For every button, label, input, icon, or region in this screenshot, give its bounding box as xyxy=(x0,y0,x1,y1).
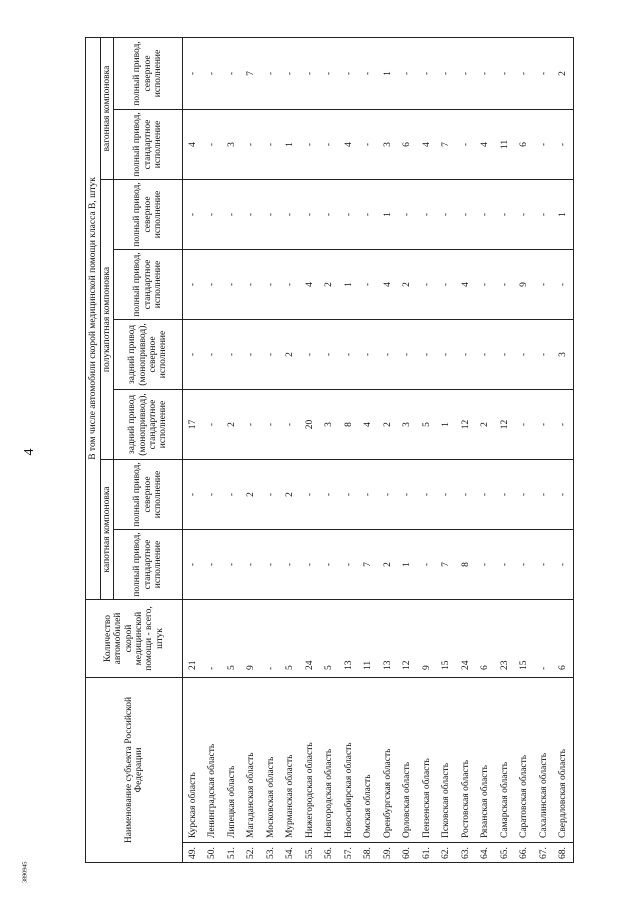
value-cell: 6 xyxy=(515,109,535,179)
value-cell: 8 xyxy=(456,529,476,599)
value-cell: - xyxy=(359,109,379,179)
value-cell: - xyxy=(515,529,535,599)
value-cell: 3 xyxy=(554,319,574,389)
table-row xyxy=(242,37,262,862)
value-cell: 1 xyxy=(378,37,398,109)
document-id: 3890945 xyxy=(21,861,29,883)
value-cell: 7 xyxy=(242,37,262,109)
value-cell: - xyxy=(476,37,496,109)
table-row xyxy=(300,37,320,862)
value-cell: - xyxy=(495,179,515,249)
value-cell: - xyxy=(320,179,340,249)
value-cell: - xyxy=(417,179,437,249)
table-row xyxy=(183,37,203,862)
value-cell: - xyxy=(495,529,515,599)
value-cell: - xyxy=(242,179,262,249)
value-cell: - xyxy=(398,459,418,529)
value-cell: - xyxy=(417,37,437,109)
table-row xyxy=(515,37,535,862)
total-cell: 11 xyxy=(359,599,379,677)
value-cell: - xyxy=(495,319,515,389)
value-cell: - xyxy=(359,179,379,249)
value-cell: - xyxy=(222,319,242,389)
header-subject-name: Наименование субъекта Российской Федерации xyxy=(86,677,183,862)
region-name: Орловская область xyxy=(398,677,418,842)
row-number: 67. xyxy=(534,843,554,863)
region-name: Московская область xyxy=(261,677,281,842)
region-name: Нижегородская область xyxy=(300,677,320,842)
page-number: 4 xyxy=(22,448,37,456)
value-cell: - xyxy=(320,529,340,599)
region-name: Псковская область xyxy=(437,677,457,842)
header-col-8: полный привод, северное исполнение xyxy=(114,37,183,109)
total-cell: 9 xyxy=(242,599,262,677)
region-name: Липецкая область xyxy=(222,677,242,842)
region-name: Оренбургская область xyxy=(378,677,398,842)
value-cell: - xyxy=(222,459,242,529)
value-cell: 9 xyxy=(515,249,535,319)
value-cell: - xyxy=(534,459,554,529)
table-row xyxy=(437,37,457,862)
value-cell: - xyxy=(495,249,515,319)
value-cell: - xyxy=(203,37,223,109)
row-number: 66. xyxy=(515,843,535,863)
region-name: Магаданская область xyxy=(242,677,262,842)
value-cell: 12 xyxy=(456,389,476,459)
value-cell: - xyxy=(281,249,301,319)
value-cell: 2 xyxy=(281,319,301,389)
value-cell: - xyxy=(300,109,320,179)
value-cell: - xyxy=(378,459,398,529)
value-cell: - xyxy=(242,319,262,389)
value-cell: - xyxy=(320,37,340,109)
table-row xyxy=(203,37,223,862)
header-col-1: полный привод, стандартное исполнение xyxy=(114,529,183,599)
value-cell: 1 xyxy=(398,529,418,599)
value-cell: - xyxy=(515,459,535,529)
rotated-table-container xyxy=(85,38,570,863)
value-cell: - xyxy=(398,37,418,109)
value-cell: 3 xyxy=(222,109,242,179)
value-cell: 4 xyxy=(359,389,379,459)
total-cell: 15 xyxy=(515,599,535,677)
value-cell: 1 xyxy=(281,109,301,179)
total-cell: 24 xyxy=(456,599,476,677)
total-cell: 15 xyxy=(437,599,457,677)
value-cell: - xyxy=(417,319,437,389)
region-name: Саратовская область xyxy=(515,677,535,842)
value-cell: 4 xyxy=(183,109,203,179)
header-col-6: полный привод, северное исполнение xyxy=(114,179,183,249)
value-cell: 1 xyxy=(378,179,398,249)
value-cell: - xyxy=(515,389,535,459)
header-col-5: полный привод, стандартное исполнение xyxy=(114,249,183,319)
value-cell: 3 xyxy=(378,109,398,179)
value-cell: - xyxy=(359,249,379,319)
value-cell: 7 xyxy=(437,529,457,599)
value-cell: - xyxy=(495,37,515,109)
value-cell: - xyxy=(515,37,535,109)
value-cell: 3 xyxy=(398,389,418,459)
value-cell: - xyxy=(203,529,223,599)
value-cell: - xyxy=(281,389,301,459)
value-cell: - xyxy=(242,389,262,459)
value-cell: - xyxy=(456,319,476,389)
value-cell: - xyxy=(183,529,203,599)
value-cell: 1 xyxy=(554,179,574,249)
table-row xyxy=(359,37,379,862)
region-name: Мурманская область xyxy=(281,677,301,842)
total-cell: 9 xyxy=(417,599,437,677)
total-cell: 21 xyxy=(183,599,203,677)
value-cell: - xyxy=(203,319,223,389)
value-cell: - xyxy=(437,37,457,109)
table-row xyxy=(378,37,398,862)
value-cell: 4 xyxy=(339,109,359,179)
value-cell: 11 xyxy=(495,109,515,179)
value-cell: - xyxy=(261,389,281,459)
value-cell: 2 xyxy=(378,529,398,599)
total-cell: 24 xyxy=(300,599,320,677)
value-cell: 7 xyxy=(359,529,379,599)
value-cell: - xyxy=(339,179,359,249)
row-number: 52. xyxy=(242,843,262,863)
header-included: В том числе автомобили скорой медицинской помощи класса B, штук xyxy=(86,37,101,599)
value-cell: - xyxy=(242,249,262,319)
value-cell: 1 xyxy=(339,249,359,319)
value-cell: - xyxy=(242,109,262,179)
value-cell: 2 xyxy=(320,249,340,319)
table-row xyxy=(320,37,340,862)
value-cell: - xyxy=(281,37,301,109)
region-name: Ростовская область xyxy=(456,677,476,842)
region-name: Ленинградская область xyxy=(203,677,223,842)
row-number: 60. xyxy=(398,843,418,863)
region-name: Новосибирская область xyxy=(339,677,359,842)
total-cell: 6 xyxy=(476,599,496,677)
value-cell: - xyxy=(183,249,203,319)
value-cell: - xyxy=(183,459,203,529)
value-cell: - xyxy=(417,249,437,319)
value-cell: - xyxy=(534,37,554,109)
total-cell: - xyxy=(534,599,554,677)
value-cell: - xyxy=(261,179,281,249)
region-name: Сахалинская область xyxy=(534,677,554,842)
value-cell: - xyxy=(222,179,242,249)
row-number: 49. xyxy=(183,843,203,863)
value-cell: - xyxy=(203,249,223,319)
header-total: Количество автомобилей скорой медицинской помощи - всего, штук xyxy=(86,599,183,677)
row-number: 58. xyxy=(359,843,379,863)
value-cell: 2 xyxy=(281,459,301,529)
header-hood: капотная компоновка xyxy=(101,459,114,599)
value-cell: - xyxy=(339,459,359,529)
value-cell: - xyxy=(476,249,496,319)
region-name: Самарская область xyxy=(495,677,515,842)
row-number: 64. xyxy=(476,843,496,863)
table-row xyxy=(261,37,281,862)
value-cell: - xyxy=(534,179,554,249)
value-cell: - xyxy=(554,389,574,459)
table-body xyxy=(183,37,574,862)
value-cell: - xyxy=(534,529,554,599)
value-cell: 20 xyxy=(300,389,320,459)
value-cell: - xyxy=(242,529,262,599)
value-cell: - xyxy=(515,179,535,249)
value-cell: - xyxy=(456,109,476,179)
value-cell: 2 xyxy=(476,389,496,459)
total-cell: 5 xyxy=(222,599,242,677)
value-cell: - xyxy=(222,249,242,319)
value-cell: 1 xyxy=(437,389,457,459)
value-cell: - xyxy=(183,37,203,109)
value-cell: - xyxy=(417,459,437,529)
header-wagon: вагонная компоновка xyxy=(101,37,114,179)
value-cell: 12 xyxy=(495,389,515,459)
table-row xyxy=(554,37,574,862)
total-cell: - xyxy=(261,599,281,677)
value-cell: 4 xyxy=(417,109,437,179)
value-cell: - xyxy=(359,37,379,109)
row-number: 62. xyxy=(437,843,457,863)
value-cell: - xyxy=(359,319,379,389)
value-cell: - xyxy=(203,459,223,529)
value-cell: - xyxy=(183,179,203,249)
value-cell: - xyxy=(300,37,320,109)
table-row xyxy=(495,37,515,862)
value-cell: 6 xyxy=(398,109,418,179)
value-cell: - xyxy=(359,459,379,529)
value-cell: - xyxy=(534,319,554,389)
value-cell: 7 xyxy=(437,109,457,179)
table-row xyxy=(398,37,418,862)
value-cell: - xyxy=(261,319,281,389)
value-cell: - xyxy=(554,529,574,599)
value-cell: - xyxy=(203,109,223,179)
table-row xyxy=(534,37,554,862)
row-number: 57. xyxy=(339,843,359,863)
value-cell: 2 xyxy=(378,389,398,459)
value-cell: - xyxy=(183,319,203,389)
row-number: 53. xyxy=(261,843,281,863)
total-cell: 6 xyxy=(554,599,574,677)
table-row xyxy=(417,37,437,862)
table-row xyxy=(222,37,242,862)
row-number: 68. xyxy=(554,843,574,863)
value-cell: - xyxy=(261,529,281,599)
value-cell: - xyxy=(300,179,320,249)
value-cell: - xyxy=(398,179,418,249)
row-number: 51. xyxy=(222,843,242,863)
value-cell: - xyxy=(476,319,496,389)
value-cell: 4 xyxy=(476,109,496,179)
value-cell: - xyxy=(554,459,574,529)
value-cell: - xyxy=(437,459,457,529)
value-cell: - xyxy=(320,319,340,389)
value-cell: 4 xyxy=(456,249,476,319)
table-row xyxy=(456,37,476,862)
value-cell: - xyxy=(339,319,359,389)
value-cell: - xyxy=(222,37,242,109)
header-semihood: полукапотная компоновка xyxy=(101,179,114,459)
value-cell: - xyxy=(222,529,242,599)
region-name: Свердловская область xyxy=(554,677,574,842)
value-cell: - xyxy=(515,319,535,389)
header-col-3: задний привод (моноприввод), стандартное исполнение xyxy=(114,389,183,459)
value-cell: - xyxy=(339,529,359,599)
value-cell: - xyxy=(417,529,437,599)
region-name: Курская область xyxy=(183,677,203,842)
value-cell: - xyxy=(437,179,457,249)
total-cell: - xyxy=(203,599,223,677)
value-cell: 4 xyxy=(300,249,320,319)
row-number: 54. xyxy=(281,843,301,863)
value-cell: - xyxy=(456,459,476,529)
value-cell: - xyxy=(534,109,554,179)
value-cell: - xyxy=(203,179,223,249)
value-cell: - xyxy=(476,179,496,249)
region-name: Новгородская область xyxy=(320,677,340,842)
value-cell: - xyxy=(261,459,281,529)
total-cell: 5 xyxy=(320,599,340,677)
value-cell: - xyxy=(534,249,554,319)
total-cell: 13 xyxy=(378,599,398,677)
row-number: 61. xyxy=(417,843,437,863)
row-number: 56. xyxy=(320,843,340,863)
value-cell: - xyxy=(437,249,457,319)
value-cell: - xyxy=(281,529,301,599)
value-cell: - xyxy=(554,249,574,319)
row-number: 63. xyxy=(456,843,476,863)
value-cell: - xyxy=(476,459,496,529)
value-cell: - xyxy=(378,319,398,389)
value-cell: - xyxy=(534,389,554,459)
value-cell: 3 xyxy=(320,389,340,459)
table-row xyxy=(281,37,301,862)
header-col-4: задний привод (моноприввод), северное исполнение xyxy=(114,319,183,389)
total-cell: 23 xyxy=(495,599,515,677)
value-cell: - xyxy=(495,459,515,529)
ambulance-table xyxy=(85,37,574,863)
value-cell: - xyxy=(261,37,281,109)
value-cell: - xyxy=(476,529,496,599)
region-name: Рязанская область xyxy=(476,677,496,842)
value-cell: - xyxy=(281,179,301,249)
value-cell: 17 xyxy=(183,389,203,459)
value-cell: 4 xyxy=(378,249,398,319)
value-cell: - xyxy=(203,389,223,459)
value-cell: - xyxy=(320,109,340,179)
value-cell: - xyxy=(300,529,320,599)
table-row xyxy=(339,37,359,862)
value-cell: 8 xyxy=(339,389,359,459)
region-name: Пензенская область xyxy=(417,677,437,842)
value-cell: - xyxy=(437,319,457,389)
header-col-2: полный привод, северное исполнение xyxy=(114,459,183,529)
table-row xyxy=(476,37,496,862)
row-number: 59. xyxy=(378,843,398,863)
region-name: Омская область xyxy=(359,677,379,842)
value-cell: - xyxy=(456,179,476,249)
value-cell: 2 xyxy=(398,249,418,319)
value-cell: - xyxy=(300,319,320,389)
value-cell: - xyxy=(320,459,340,529)
total-cell: 5 xyxy=(281,599,301,677)
row-number: 50. xyxy=(203,843,223,863)
row-number: 65. xyxy=(495,843,515,863)
header-col-7: полный привод, стандартное исполнение xyxy=(114,109,183,179)
total-cell: 12 xyxy=(398,599,418,677)
total-cell: 13 xyxy=(339,599,359,677)
value-cell: 2 xyxy=(242,459,262,529)
value-cell: - xyxy=(398,319,418,389)
value-cell: - xyxy=(261,249,281,319)
value-cell: 5 xyxy=(417,389,437,459)
value-cell: 2 xyxy=(222,389,242,459)
value-cell: - xyxy=(456,37,476,109)
value-cell: - xyxy=(339,37,359,109)
value-cell: - xyxy=(261,109,281,179)
value-cell: - xyxy=(554,109,574,179)
row-number: 55. xyxy=(300,843,320,863)
value-cell: - xyxy=(300,459,320,529)
value-cell: 2 xyxy=(554,37,574,109)
